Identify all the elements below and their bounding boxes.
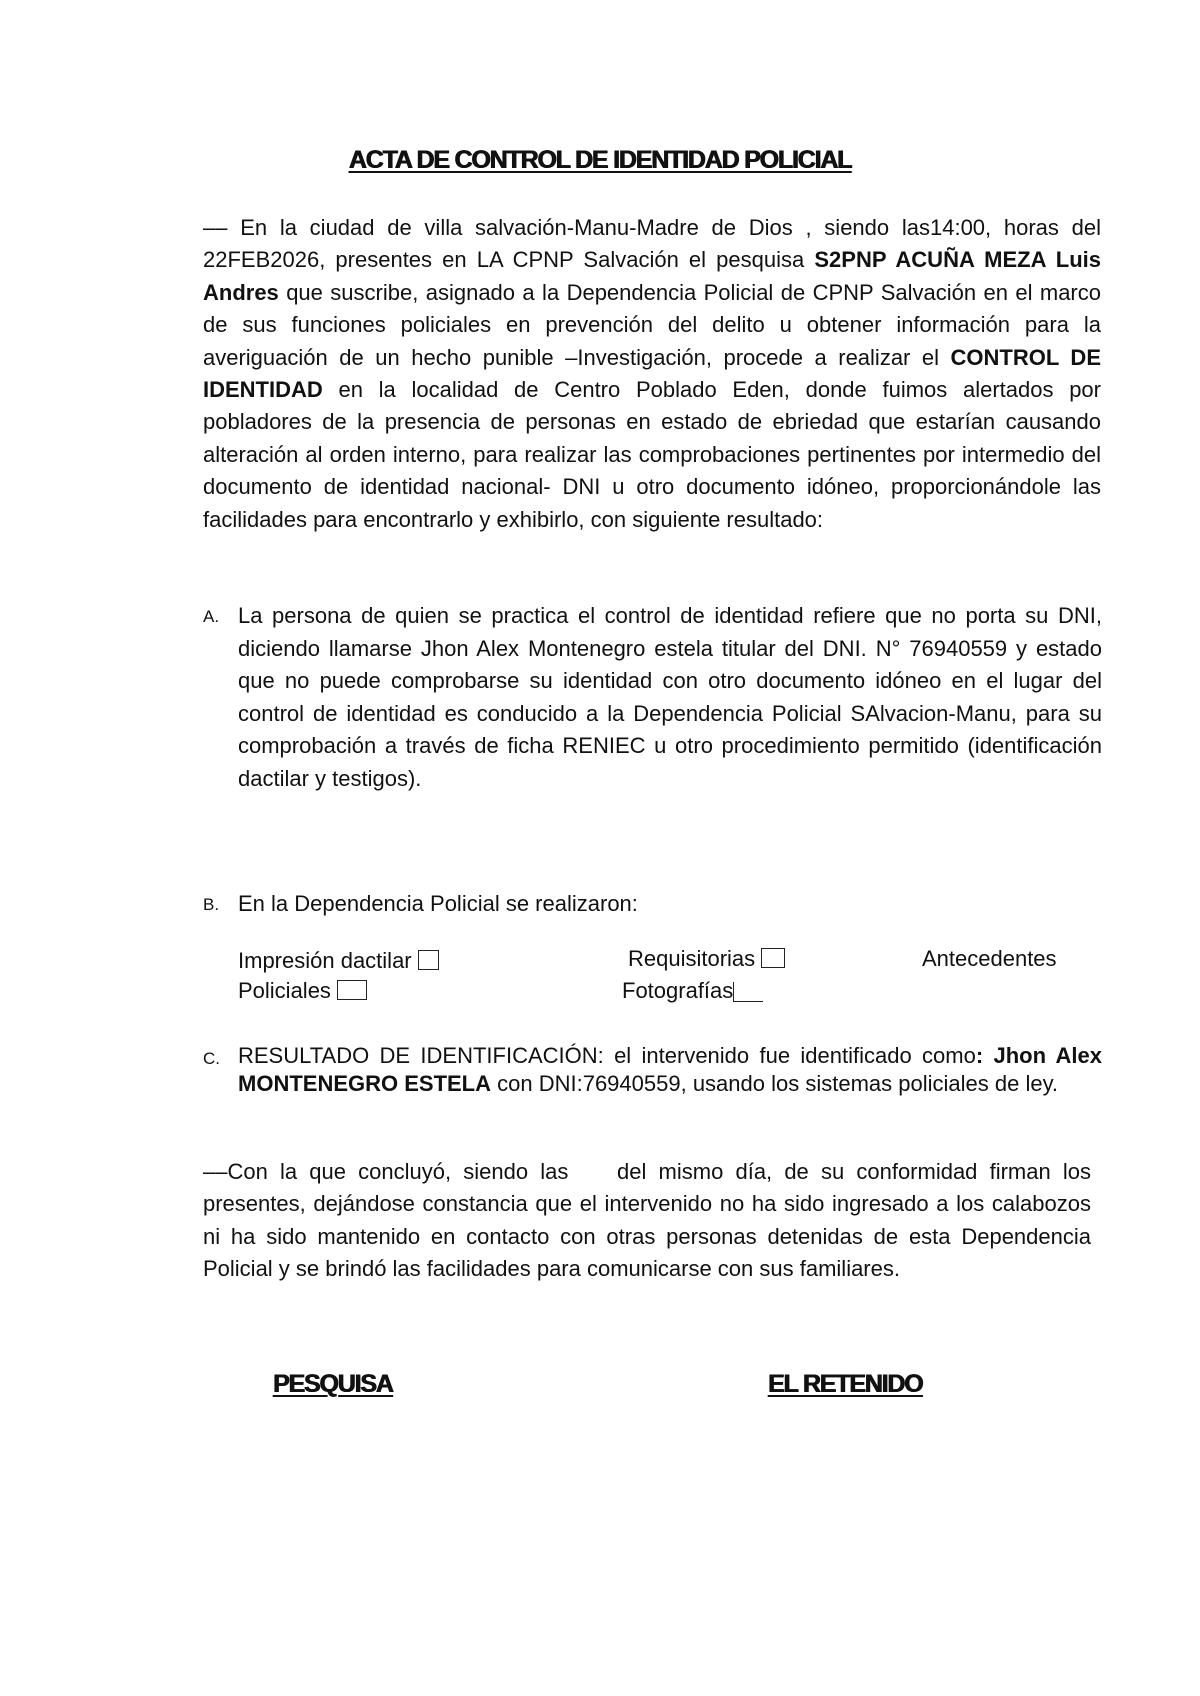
closing-paragraph: ––Con la que concluyó, siendo las del mismo día, de su conformidad firman los presentes, dejándose constancia que el intervenido no ha sido ingresado a los calabozos ni ha sido mantenido en contacto con otras personas detenidas de esta Dependencia Policial y se brindó las facilidades para comunicarse con sus familiares. <box>203 1159 1098 1282</box>
option-impresion-label: Impresión dactilar <box>238 948 412 973</box>
option-requisitorias <box>628 946 785 972</box>
requisitorias-checkbox[interactable] <box>761 948 785 968</box>
officer-name: S2PNP ACUÑA MEZA Luis Andres <box>203 247 1102 305</box>
intro-tail: en la localidad de Centro Poblado Eden, donde fuimos alertados por pobladores de la presencia de personas en estado de ebriedad que estarían causando alteración al orden interno, para realizar las comprobaciones pertinentes por intermedio del documento de identidad nacional- DNI u otro documento idóneo, proporcionándole las facilidades para encontrarlo y exhibirlo, con siguiente resultado: <box>203 377 1101 532</box>
intro-paragraph <box>203 212 1101 536</box>
item-b-text: En la Dependencia Policial se realizaron: <box>238 891 638 916</box>
fotografias-checkbox[interactable] <box>733 982 763 1002</box>
policiales-checkbox[interactable] <box>337 980 367 1000</box>
option-antecedentes-label: Antecedentes <box>922 946 1057 971</box>
option-policiales <box>238 978 367 1004</box>
intro-lead: –– En la ciudad de villa salvación-Manu-Madre de Dios , siendo las14:00, horas del 22FEB2026, presentes en LA CPNP Salvación el pesquisa <box>203 215 1101 273</box>
item-a-marker: A. <box>203 607 220 626</box>
item-c-lead: RESULTADO DE IDENTIFICACIÓN: el intervenido fue identificado como <box>238 1043 976 1068</box>
item-c-tail: con DNI:76940559, usando los sistemas policiales de ley. <box>491 1071 1059 1096</box>
option-impresion <box>238 948 439 974</box>
item-a-text: La persona de quien se practica el control de identidad refiere que no porta su DNI, diciendo llamarse Jhon Alex Montenegro estela titular del DNI. N° 76940559 y estado que no puede comprobarse su identidad con otro documento idóneo en el lugar del control de identidad es conducido a la Dependencia Policial SAlvacion-Manu, para su comprobación a través de ficha RENIEC u otro procedimiento permitido (identificación dactilar y testigos). <box>238 603 1102 791</box>
signature-retenido: EL RETENIDO <box>768 1370 923 1398</box>
option-antecedentes <box>922 946 1057 972</box>
item-c-marker: C. <box>203 1049 220 1068</box>
document-title: ACTA DE CONTROL DE IDENTIDAD POLICIAL <box>348 146 852 174</box>
option-requisitorias-label: Requisitorias <box>628 946 756 971</box>
intro-middle: que suscribe, asignado a la Dependencia Policial de CPNP Salvación en el marco de sus funciones policiales en prevención del delito u obtener información para la averiguación de un hecho punible –Investigación, procede a realizar el <box>203 279 1101 370</box>
option-policiales-label: Policiales <box>238 978 331 1003</box>
signature-pesquisa: PESQUISA <box>273 1370 393 1398</box>
item-c-text <box>238 1042 1102 1098</box>
impresion-checkbox[interactable] <box>418 950 439 970</box>
option-fotografias <box>622 978 763 1004</box>
identified-name: : Jhon Alex MONTENEGRO ESTELA <box>238 1043 1102 1096</box>
action-label: CONTROL DE IDENTIDAD <box>203 344 1101 403</box>
option-fotografias-label: Fotografías <box>622 978 734 1003</box>
item-b-marker: B. <box>203 895 220 914</box>
